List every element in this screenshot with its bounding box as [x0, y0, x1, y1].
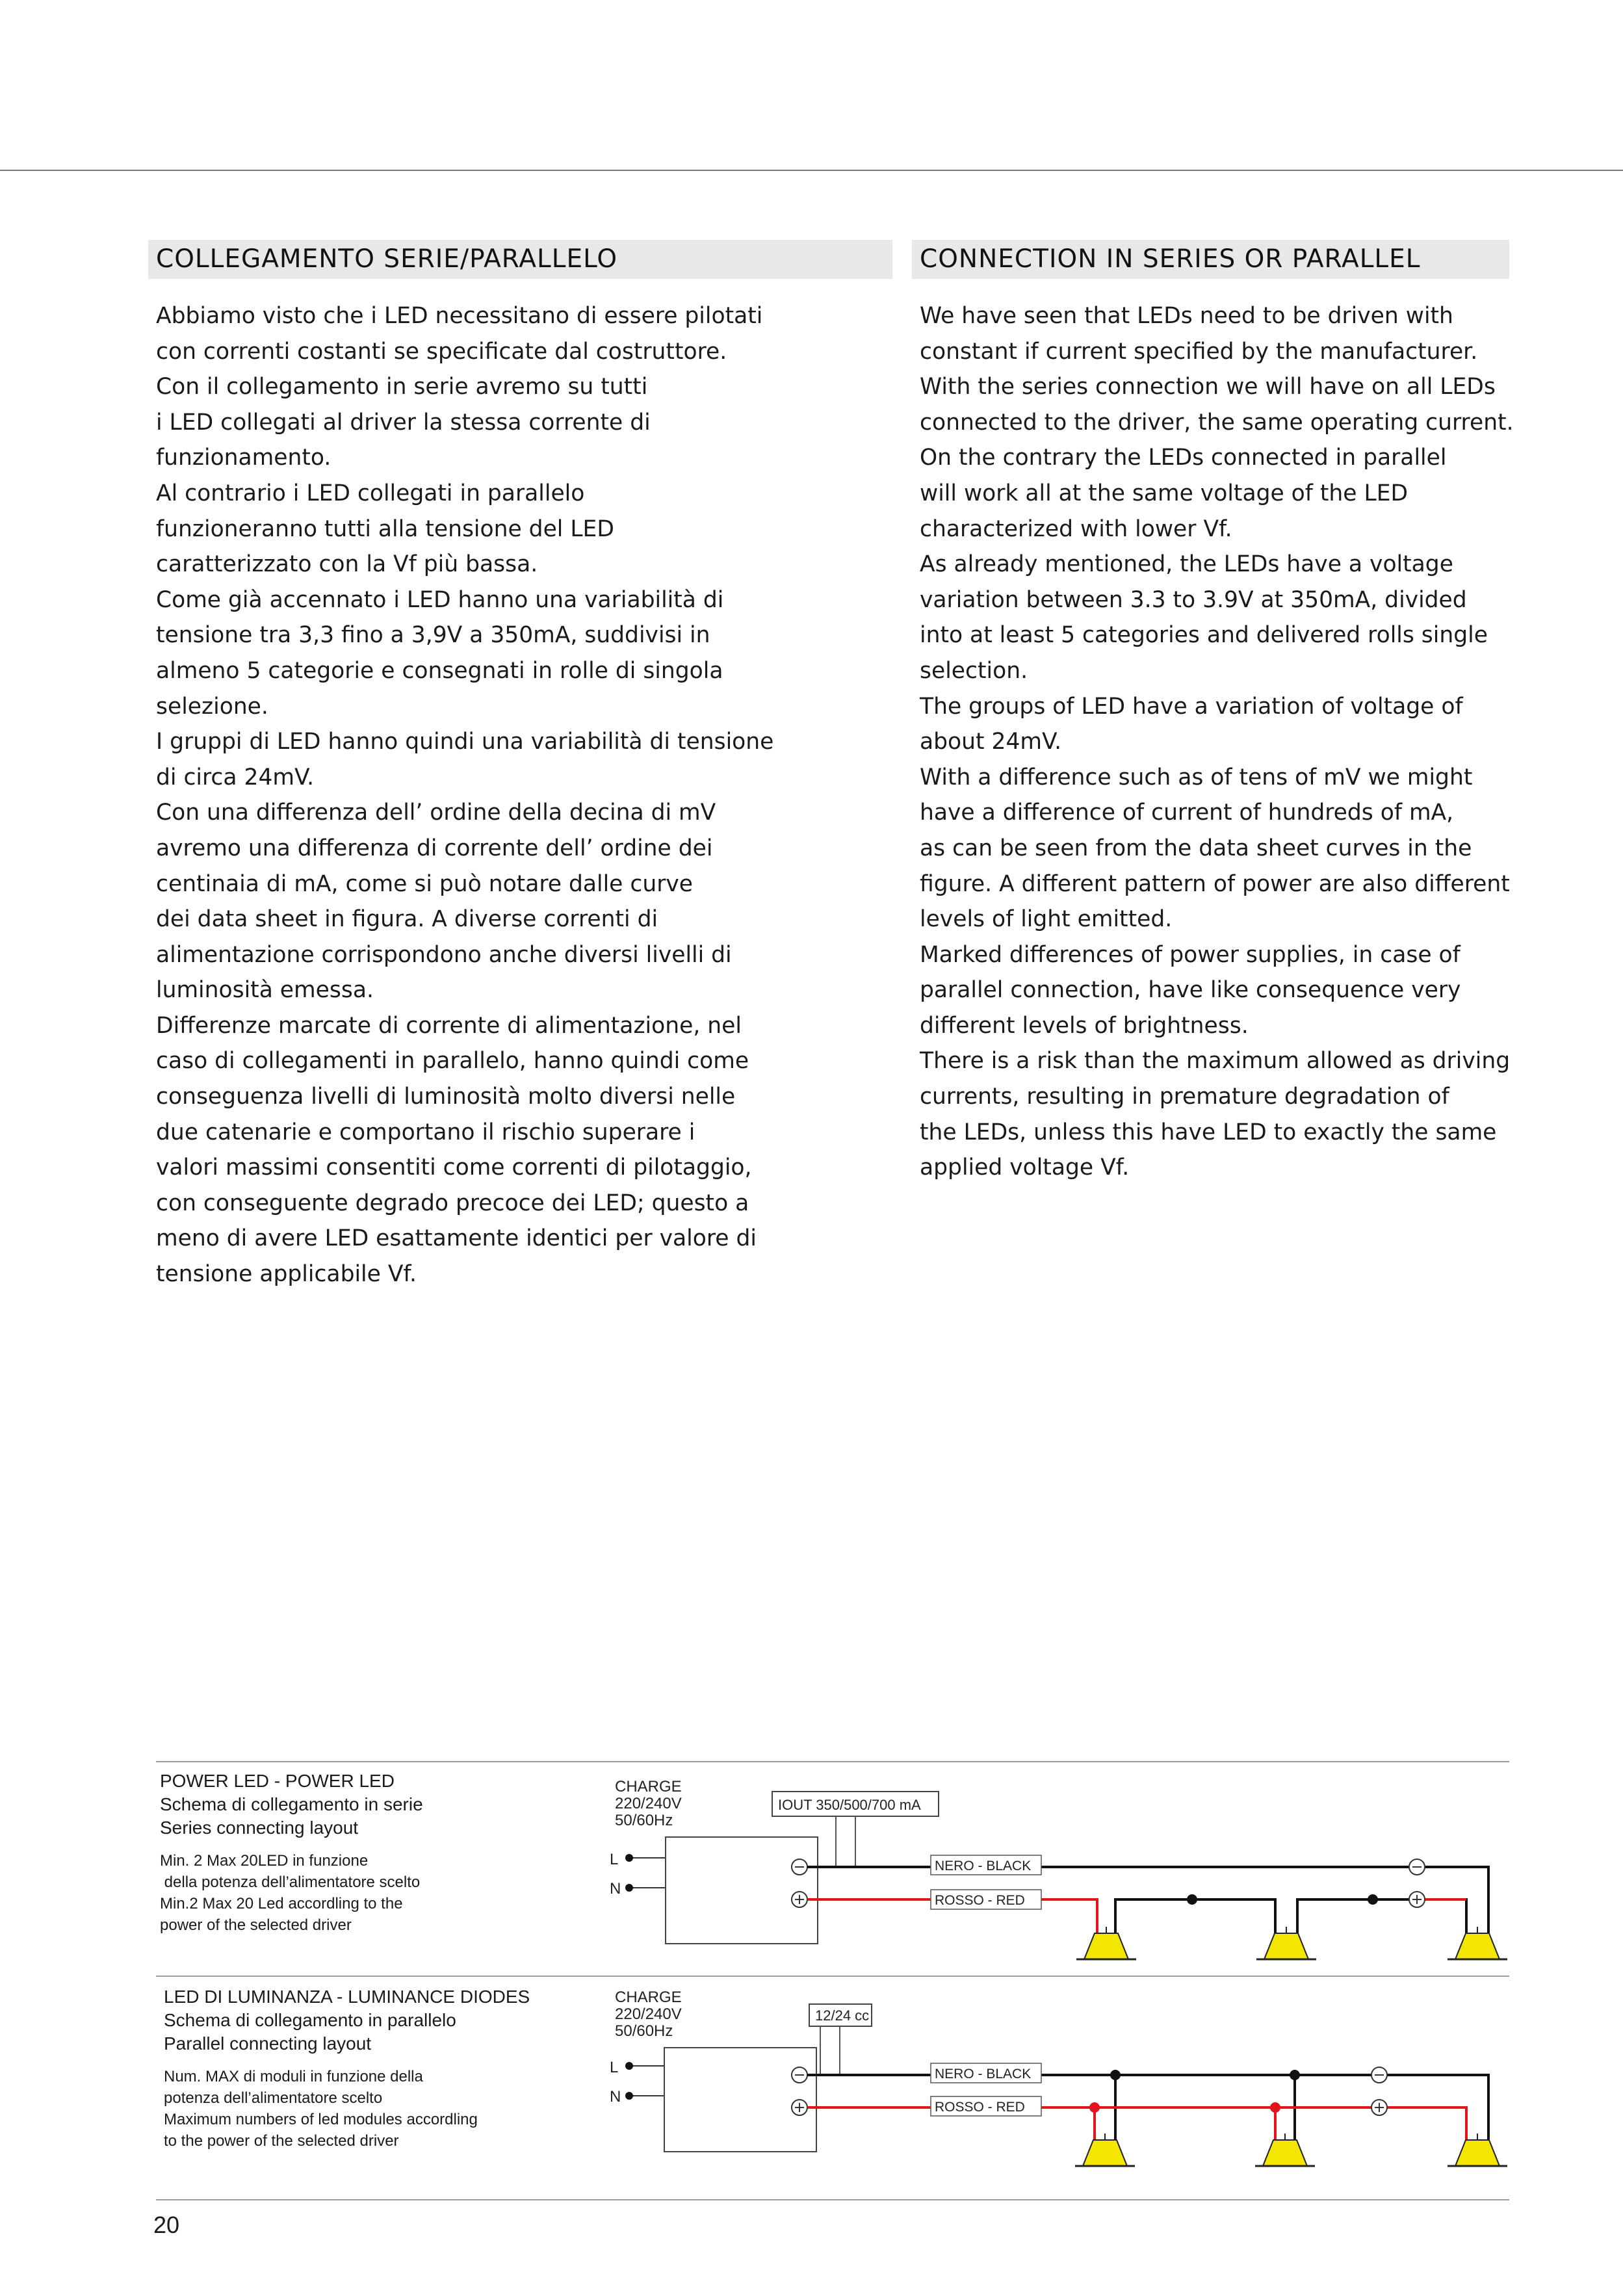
body-line-italian: valori massimi consentiti come correnti di pilotaggio, — [156, 1155, 752, 1181]
body-line-english: into at least 5 categories and delivered rolls single — [920, 622, 1488, 649]
parallel-note-line: potenza dell’alimentatore scelto — [164, 2089, 383, 2107]
body-line-english: characterized with lower Vf. — [920, 515, 1232, 542]
series-diagram — [610, 1778, 1507, 1959]
body-line-italian: avremo una differenza di corrente dell’ ordine dei — [156, 835, 713, 861]
heading-italian: COLLEGAMENTO SERIE/PARALLELO — [148, 240, 892, 279]
body-line-english: With the series connection we will have on all LEDs — [920, 374, 1496, 400]
body-line-italian: dei data sheet in figura. A diverse correnti di — [156, 906, 658, 933]
body-line-english: We have seen that LEDs need to be driven with — [920, 303, 1453, 329]
body-line-english: have a difference of current of hundreds of mA, — [920, 800, 1454, 826]
junction-dot-icon — [625, 1854, 633, 1862]
body-line-italian: caratterizzato con la Vf più bassa. — [156, 551, 538, 578]
series-note-line: Min.2 Max 20 Led accordling to the — [160, 1895, 403, 1912]
parallel-note-line: Maximum numbers of led modules accordling — [164, 2111, 478, 2128]
parallel-note-line: Num. MAX di moduli in funzione della — [164, 2068, 423, 2085]
body-line-italian: Differenze marcate di corrente di alimentazione, nel — [156, 1012, 742, 1039]
junction-dot-icon — [625, 1884, 633, 1892]
parallel-subtitle-it: Schema di collegamento in parallelo — [164, 2010, 456, 2030]
body-line-english: variation between 3.3 to 3.9V at 350mA, divided — [920, 586, 1467, 613]
body-line-italian: selezione. — [156, 693, 268, 720]
body-line-english: about 24mV. — [920, 729, 1062, 755]
body-line-english: constant if current specified by the manufacturer. — [920, 338, 1478, 365]
body-line-english: applied voltage Vf. — [920, 1155, 1130, 1181]
body-line-italian: funzioneranno tutti alla tensione del LED — [156, 515, 614, 542]
led-icon — [1075, 2133, 1135, 2166]
body-line-english: connected to the driver, the same operating current. — [920, 409, 1514, 436]
body-line-italian: Con il collegamento in serie avremo su tutti — [156, 374, 648, 400]
parallel-diagram — [610, 1989, 1507, 2166]
parallel-red-label: ROSSO - RED — [935, 2100, 1025, 2115]
series-note-line: Min. 2 Max 20LED in funzione — [160, 1852, 369, 1870]
body-line-italian: almeno 5 categorie e consegnati in rolle di singola — [156, 657, 723, 684]
body-line-english: the LEDs, unless this have LED to exactly the same — [920, 1119, 1497, 1145]
body-line-english: On the contrary the LEDs connected in parallel — [920, 445, 1447, 471]
parallel-charge-label: CHARGE — [615, 1989, 682, 2006]
led-icon — [1256, 1927, 1316, 1959]
heading-english: CONNECTION IN SERIES OR PARALLEL — [912, 240, 1509, 279]
body-line-italian: luminosità emessa. — [156, 977, 374, 1004]
series-driver-box — [666, 1837, 818, 1944]
series-black-label: NERO - BLACK — [935, 1859, 1032, 1873]
junction-dot-icon — [1187, 1894, 1197, 1905]
body-line-italian: conseguenza livelli di luminosità molto diversi nelle — [156, 1084, 736, 1110]
body-line-english: There is a risk than the maximum allowed as driving — [920, 1048, 1511, 1075]
body-line-english: With a difference such as of tens of mV we might — [920, 764, 1473, 790]
body-line-english: As already mentioned, the LEDs have a voltage — [920, 551, 1453, 578]
body-line-italian: con conseguente degrado precoce dei LED; questo a — [156, 1190, 749, 1216]
body-line-english: currents, resulting in premature degradation of — [920, 1084, 1449, 1110]
parallel-l-label: L — [610, 2059, 619, 2076]
body-line-italian: Con una differenza dell’ ordine della decina di mV — [156, 800, 716, 826]
parallel-frequency-label: 50/60Hz — [615, 2022, 673, 2040]
body-line-english: will work all at the same voltage of the LED — [920, 480, 1409, 506]
body-line-italian: i LED collegati al driver la stessa corrente di — [156, 409, 651, 436]
series-frequency-label: 50/60Hz — [615, 1812, 673, 1829]
body-line-english: levels of light emitted. — [920, 906, 1173, 933]
series-n-label: N — [610, 1880, 621, 1898]
body-line-italian: I gruppi di LED hanno quindi una variabilità di tensione — [156, 729, 774, 755]
page-number: 20 — [153, 2211, 180, 2238]
parallel-black-label: NERO - BLACK — [935, 2067, 1032, 2081]
body-line-english: parallel connection, have like consequence very — [920, 977, 1461, 1004]
junction-dot-icon — [1368, 1894, 1378, 1905]
series-subtitle-en: Series connecting layout — [160, 1818, 359, 1838]
body-line-italian: caso di collegamenti in parallelo, hanno quindi come — [156, 1048, 749, 1075]
body-line-italian: due catenarie e comportano il rischio superare i — [156, 1119, 695, 1145]
series-voltage-label: 220/240V — [615, 1795, 682, 1812]
led-icon — [1448, 1927, 1507, 1959]
series-title: POWER LED - POWER LED — [160, 1771, 395, 1791]
body-line-italian: tensione tra 3,3 fino a 3,9V a 350mA, suddivisi in — [156, 622, 710, 649]
parallel-subtitle-en: Parallel connecting layout — [164, 2033, 372, 2054]
body-line-italian: Abbiamo visto che i LED necessitano di essere pilotati — [156, 303, 763, 329]
junction-dot-icon — [625, 2062, 633, 2070]
body-line-italian: di circa 24mV. — [156, 764, 315, 790]
junction-dot-icon — [1270, 2102, 1280, 2113]
parallel-driver-box — [664, 2048, 816, 2152]
series-note-line: della potenza dell’alimentatore scelto — [160, 1873, 421, 1891]
series-red-label: ROSSO - RED — [935, 1893, 1025, 1908]
series-subtitle-it: Schema di collegamento in serie — [160, 1794, 423, 1814]
body-line-italian: centinaia di mA, come si può notare dalle curve — [156, 870, 694, 897]
parallel-output-label: 12/24 cc — [815, 2007, 870, 2024]
junction-dot-icon — [625, 2092, 633, 2100]
body-line-english: figure. A different pattern of power are also different — [920, 870, 1510, 897]
parallel-note-line: to the power of the selected driver — [164, 2132, 399, 2150]
parallel-n-label: N — [610, 2088, 621, 2106]
body-line-italian: Al contrario i LED collegati in parallelo — [156, 480, 585, 506]
body-line-italian: tensione applicabile Vf. — [156, 1261, 417, 1288]
body-line-italian: alimentazione corrispondono anche diversi livelli di — [156, 941, 732, 968]
body-line-italian: Come già accennato i LED hanno una variabilità di — [156, 586, 724, 613]
parallel-voltage-label: 220/240V — [615, 2005, 682, 2023]
junction-dot-icon — [1110, 2070, 1121, 2080]
series-note-line: power of the selected driver — [160, 1916, 352, 1934]
body-line-italian: funzionamento. — [156, 445, 331, 471]
body-line-english: The groups of LED have a variation of voltage of — [920, 693, 1463, 720]
led-icon — [1255, 2133, 1315, 2166]
body-line-english: different levels of brightness. — [920, 1012, 1249, 1039]
led-icon — [1448, 2133, 1507, 2166]
parallel-title: LED DI LUMINANZA - LUMINANCE DIODES — [164, 1987, 530, 2007]
body-line-english: as can be seen from the data sheet curves in the — [920, 835, 1472, 861]
body-line-english: selection. — [920, 657, 1028, 684]
junction-dot-icon — [1290, 2070, 1300, 2080]
body-line-italian: meno di avere LED esattamente identici per valore di — [156, 1225, 757, 1252]
series-l-label: L — [610, 1851, 619, 1868]
led-icon — [1076, 1927, 1136, 1959]
junction-dot-icon — [1089, 2102, 1100, 2113]
series-charge-label: CHARGE — [615, 1778, 682, 1795]
series-output-label: IOUT 350/500/700 mA — [778, 1797, 921, 1813]
body-line-italian: con correnti costanti se specificate dal costruttore. — [156, 338, 727, 365]
body-line-english: Marked differences of power supplies, in case of — [920, 941, 1461, 968]
